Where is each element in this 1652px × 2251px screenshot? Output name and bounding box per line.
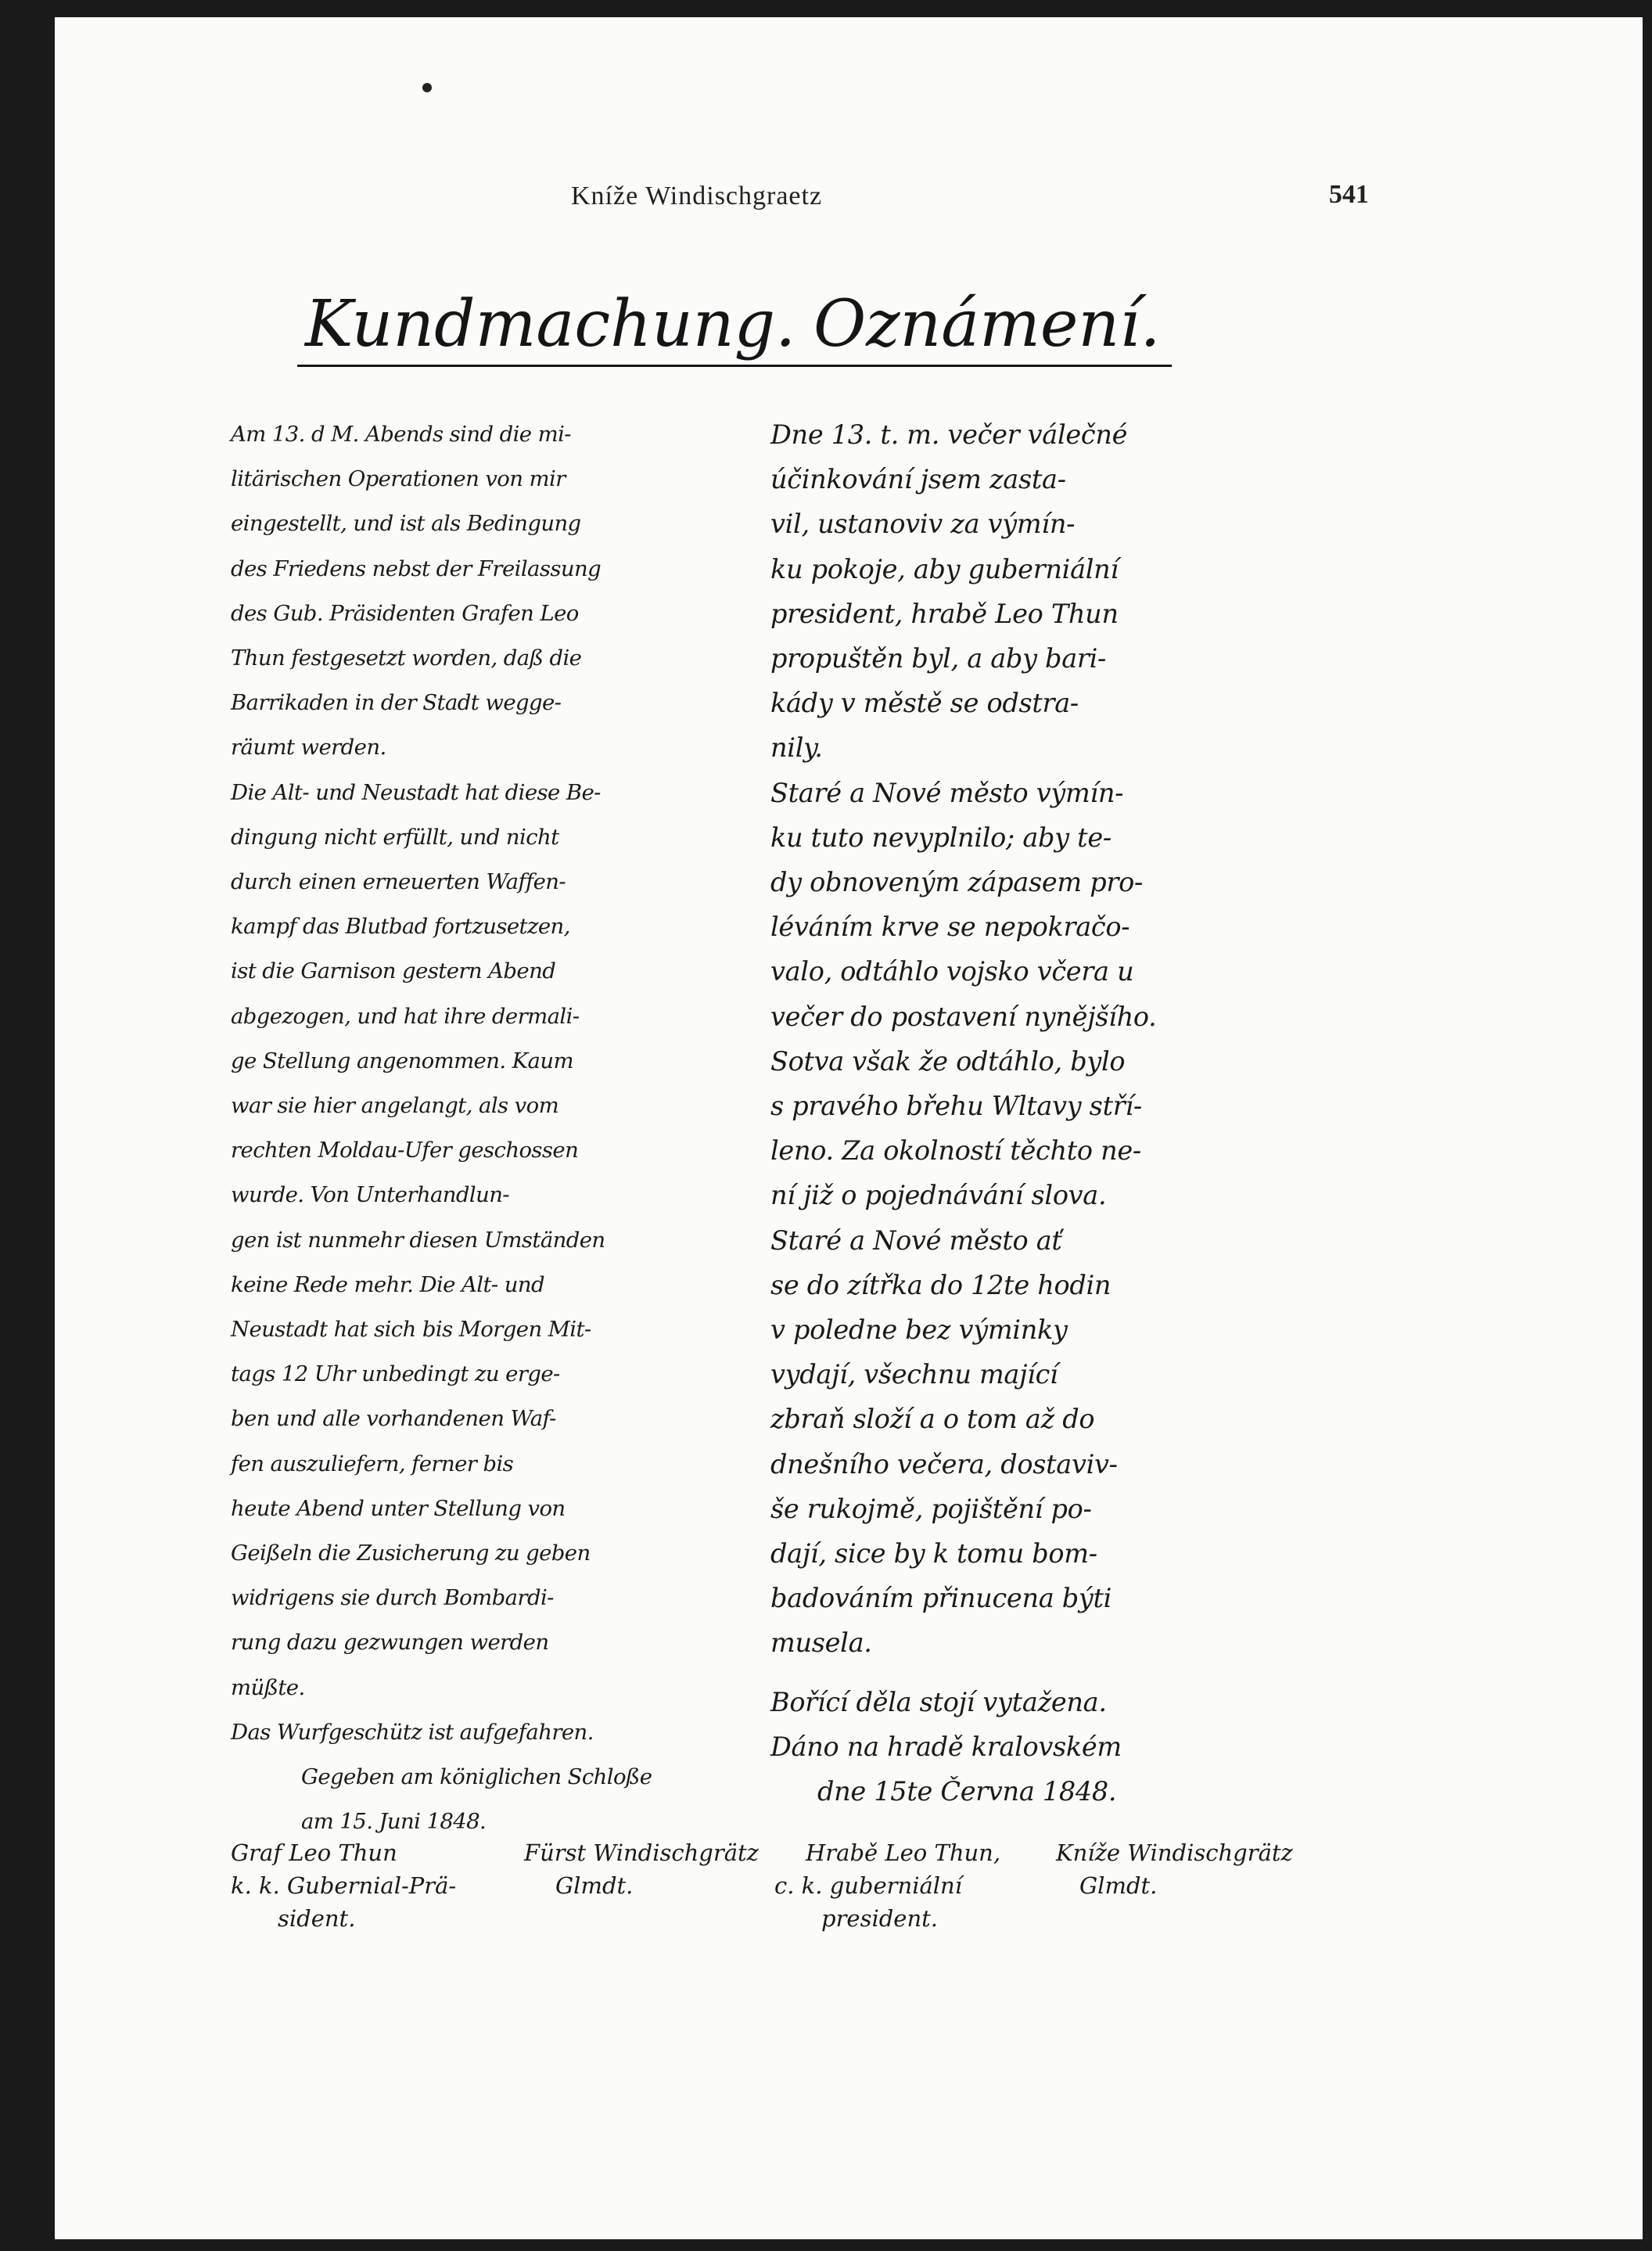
czech-line: dnešního večera, dostaviv- <box>770 1448 1118 1480</box>
german-line: eingestellt, und ist als Bedingung <box>231 511 581 537</box>
czech-line: musela. <box>770 1627 872 1659</box>
german-line: des Gub. Präsidenten Grafen Leo <box>231 600 579 626</box>
german-line: Thun festgesetzt worden, daß die <box>231 645 582 671</box>
signature-line: k. k. Gubernial-Prä- <box>231 1872 457 1899</box>
signature-thun-german <box>231 1836 456 1935</box>
german-line: Gegeben am königlichen Schloße <box>301 1764 652 1790</box>
german-line: litärischen Operationen von mir <box>231 466 566 492</box>
signature-line: Fürst Windischgrätz <box>524 1839 759 1866</box>
czech-line: badováním přinucena býti <box>770 1583 1112 1614</box>
czech-line: še rukojmě, pojištění po- <box>770 1493 1092 1524</box>
czech-line: ní již o pojednávání slova. <box>770 1180 1107 1211</box>
german-line: Geißeln die Zusicherung zu geben <box>231 1541 591 1566</box>
czech-line: s pravého břehu Wltavy stří- <box>770 1091 1142 1122</box>
czech-line: v poledne bez výminky <box>770 1314 1068 1346</box>
czech-line: vil, ustanoviv za výmín- <box>770 509 1076 540</box>
czech-line: ku pokoje, aby guberniální <box>770 553 1119 584</box>
document-page <box>55 17 1643 2239</box>
signature-line: Glmdt. <box>555 1872 634 1899</box>
czech-line: president, hrabě Leo Thun <box>770 598 1119 629</box>
german-column <box>231 412 731 1845</box>
title-czech: Oznámení. <box>806 287 1172 367</box>
signature-windischgraetz-czech <box>1056 1836 1293 1902</box>
german-line: Die Alt- und Neustadt hat diese Be- <box>231 779 601 805</box>
german-line: abgezogen, und hat ihre dermali- <box>231 1003 580 1029</box>
czech-line: Dáno na hradě kralovském <box>770 1731 1122 1762</box>
german-line: rung dazu gezwungen werden <box>231 1630 549 1656</box>
german-date-line: am 15. Juni 1848. <box>301 1809 487 1835</box>
german-line: ge Stellung angenommen. Kaum <box>231 1048 573 1073</box>
german-line: kampf das Blutbad fortzusetzen, <box>231 914 570 940</box>
german-line: durch einen erneuerten Waffen- <box>231 869 566 895</box>
czech-line: Staré a Nové město výmín- <box>770 777 1124 808</box>
signature-windischgraetz-german <box>524 1836 759 1902</box>
german-line: gen ist nunmehr diesen Umständen <box>231 1227 605 1253</box>
page-number: 541 <box>1329 180 1369 209</box>
title-german: Kundmachung. <box>297 287 806 367</box>
signature-line: Hrabě Leo Thun, <box>806 1839 1001 1866</box>
czech-line: dají, sice by k tomu bom- <box>770 1538 1097 1570</box>
czech-line: propuštěn byl, a aby bari- <box>770 643 1107 674</box>
czech-line: léváním krve se nepokračo- <box>770 912 1130 943</box>
czech-line: Bořící děla stojí vytažena. <box>770 1686 1107 1717</box>
czech-line: Dne 13. t. m. večer válečné <box>770 419 1128 450</box>
czech-column <box>770 412 1271 1814</box>
czech-line: ku tuto nevyplnilo; aby te- <box>770 822 1112 853</box>
czech-date-line: dne 15te Června 1848. <box>817 1776 1117 1807</box>
german-line: rechten Moldau-Ufer geschossen <box>231 1138 579 1163</box>
german-line: ben und alle vorhandenen Waf- <box>231 1406 556 1432</box>
german-line: dingung nicht erfüllt, und nicht <box>231 824 559 850</box>
ink-dot <box>422 83 432 92</box>
czech-line: leno. Za okolností těchto ne- <box>770 1135 1141 1167</box>
german-line: räumt werden. <box>231 735 386 761</box>
czech-line: kády v městě se odstra- <box>770 688 1079 719</box>
german-line: Neustadt hat sich bis Morgen Mit- <box>231 1317 591 1343</box>
german-line: Am 13. d M. Abends sind die mi- <box>231 422 571 447</box>
signature-line: Graf Leo Thun <box>231 1839 397 1866</box>
czech-line: účinkování jsem zasta- <box>770 464 1066 495</box>
czech-line: Sotva však že odtáhlo, bylo <box>770 1045 1126 1077</box>
signature-line: Glmdt. <box>1079 1872 1158 1899</box>
czech-line: nily. <box>770 732 823 764</box>
german-line: fen auszuliefern, ferner bis <box>231 1451 514 1476</box>
czech-line: valo, odtáhlo vojsko včera u <box>770 956 1134 987</box>
german-line: heute Abend unter Stellung von <box>231 1495 566 1521</box>
german-line: Barrikaden in der Stadt wegge- <box>231 690 562 716</box>
signature-thun-czech <box>774 1836 1000 1935</box>
signature-line: sident. <box>278 1905 356 1932</box>
czech-line: večer do postavení nynějšího. <box>770 1001 1157 1032</box>
german-line: Das Wurfgeschütz ist aufgefahren. <box>231 1719 594 1745</box>
signature-line: c. k. guberniální <box>774 1872 962 1899</box>
signature-line: president. <box>821 1905 939 1932</box>
czech-line: Staré a Nové město ať <box>770 1224 1062 1256</box>
running-head: Kníže Windischgraetz <box>571 182 823 210</box>
german-line: ist die Garnison gestern Abend <box>231 958 556 984</box>
german-line: keine Rede mehr. Die Alt- und <box>231 1271 544 1297</box>
czech-line: se do zítřka do 12te hodin <box>770 1269 1112 1300</box>
german-line: widrigens sie durch Bombardi- <box>231 1585 554 1611</box>
czech-line: vydají, všechnu mající <box>770 1359 1058 1390</box>
german-line: müßte. <box>231 1674 305 1700</box>
german-line: wurde. Von Unterhandlun- <box>231 1182 509 1208</box>
german-line: war sie hier angelangt, als vom <box>231 1093 559 1119</box>
german-line: des Friedens nebst der Freilassung <box>231 556 602 581</box>
czech-line: dy obnoveným zápasem pro- <box>770 867 1143 898</box>
german-line: tags 12 Uhr unbedingt zu erge- <box>231 1361 560 1387</box>
signature-line: Kníže Windischgrätz <box>1056 1839 1293 1866</box>
czech-line: zbraň složí a o tom až do <box>770 1404 1095 1435</box>
